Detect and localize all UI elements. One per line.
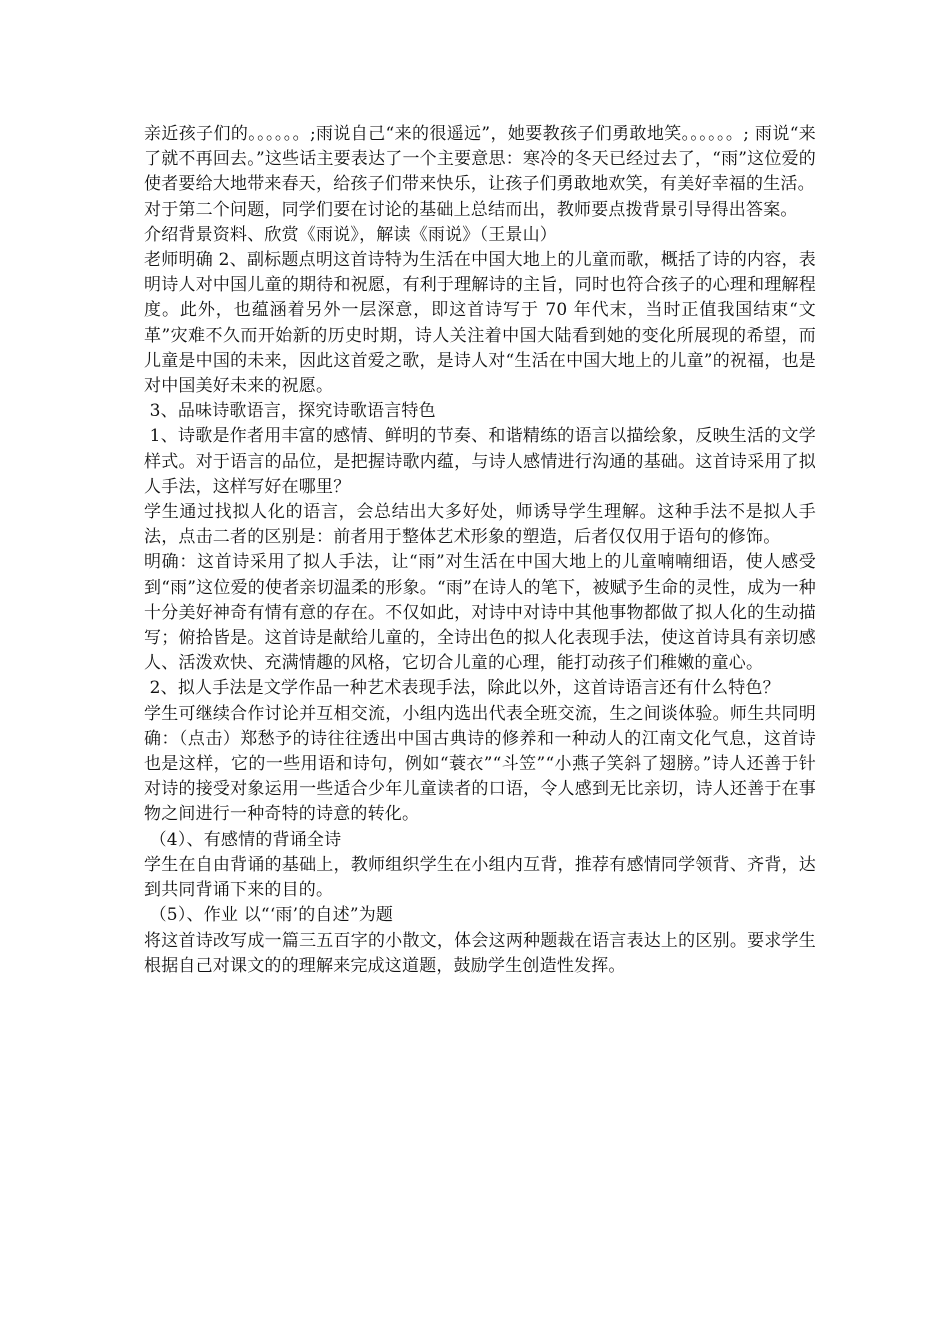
paragraph: 学生可继续合作讨论并互相交流，小组内选出代表全班交流，生之间谈体验。师生共同明确：（点击）郑愁予的诗往往透出中国古典诗的修养和一种动人的江南文化气息，这首诗也是这样，它的一些用语和诗句，例如“蓑衣”“斗笠”“小燕子笑斜了翅膀。”诗人还善于针对诗的接受对象运用一些适合少年儿童读者的口语，令人感到无比亲切，诗人还善于在事物之间进行一种奇特的诗意的转化。 [144, 703, 816, 825]
paragraph: 将这首诗改写成一篇三五百字的小散文，体会这两种题裁在语言表达上的区别。要求学生根据自己对课文的的理解来完成这道题，鼓励学生创造性发挥。 [144, 930, 816, 976]
paragraph: 老师明确 2、副标题点明这首诗特为生活在中国大地上的儿童而歌，概括了诗的内容，表明诗人对中国儿童的期待和祝愿，有利于理解诗的主旨，同时也符合孩子的心理和理解程度。此外，也蕴涵着另外一层深意，即这首诗写于 70 年代末，当时正值我国结束“文革”灾难不久而开始新的历史时期，诗人关注着中国大陆看到她的变化所展现的希望，而儿童是中国的未来，因此这首爱之歌，是诗人对“生活在中国大地上的儿童”的祝福，也是对中国美好未来的祝愿。 [144, 250, 816, 397]
section-heading: （4）、有感情的背诵全诗 [144, 829, 342, 850]
paragraph: 学生通过找拟人化的语言，会总结出大多好处，师诱导学生理解。这种手法不是拟人手法，点击二者的区别是：前者用于整体艺术形象的塑造，后者仅仅用于语句的修饰。 [144, 502, 816, 548]
section-heading: 3、品味诗歌语言，探究诗歌语言特色 [144, 401, 436, 422]
paragraph: 2、拟人手法是文学作品一种艺术表现手法，除此以外，这首诗语言还有什么特色？ [144, 678, 780, 699]
document-body [144, 122, 816, 979]
paragraph: 亲近孩子们的。。。。。。;雨说自己“来的很遥远”，她要教孩子们勇敢地笑。。。。。。; 雨说“来了就不再回去。”这些话主要表达了一个主要意思：寒冷的冬天已经过去了，“雨”这位爱的使者要给大地带来春天，给孩子们带来快乐，让孩子们勇敢地欢笑，有美好幸福的生活。 [144, 124, 816, 195]
paragraph: 学生在自由背诵的基础上，教师组织学生在小组内互背，推荐有感情同学领背、齐背，达到共同背诵下来的目的。 [144, 854, 816, 901]
section-heading: （5）、作业 以“‘雨’的自述”为题 [144, 905, 394, 926]
paragraph: 介绍背景资料、欣赏《雨说》，解读《雨说》（王景山） [144, 224, 557, 245]
paragraph: 明确：这首诗采用了拟人手法，让“雨”对生活在中国大地上的儿童喃喃细语，使人感受到“雨”这位爱的使者亲切温柔的形象。“雨”在诗人的笔下，被赋予生命的灵性，成为一种十分美好神奇有情有意的存在。不仅如此，对诗中对诗中其他事物都做了拟人化的生动描写；俯拾皆是。这首诗是献给儿童的，全诗出色的拟人化表现手法，使这首诗具有亲切感人、活泼欢快、充满情趣的风格，它切合儿童的心理，能打动孩子们稚嫩的童心。 [144, 552, 816, 674]
paragraph: 对于第二个问题，同学们要在讨论的基础上总结而出，教师要点拨背景引导得出答案。 [144, 199, 798, 220]
paragraph: 1、诗歌是作者用丰富的感情、鲜明的节奏、和谐精练的语言以描绘象，反映生活的文学样式。对于语言的品位，是把握诗歌内蕴，与诗人感情进行沟通的基础。这首诗采用了拟人手法，这样写好在哪里？ [144, 426, 816, 497]
